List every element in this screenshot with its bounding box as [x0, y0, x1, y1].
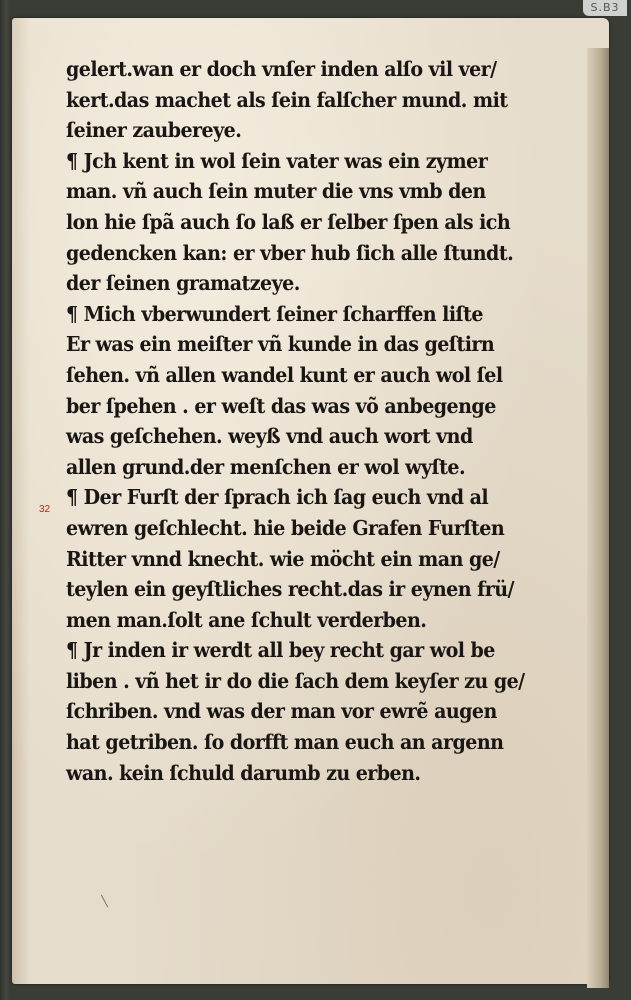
text-line: ¶ Jr inden ir werdt all bey recht gar wol be — [66, 638, 495, 663]
library-stamp: S.B3 — [583, 0, 627, 16]
text-line: men man.ſolt ane ſchult verderben. — [66, 607, 427, 632]
text-line: ¶ Jch kent in wol ſein vater was ein zymer — [66, 148, 488, 173]
text-line: allen grund.der menſchen er wol wyſte. — [66, 454, 466, 479]
text-line: ¶ Mich vberwundert ſeiner ſcharffen liſte — [66, 301, 483, 326]
text-line: ſeiner zaubereye. — [66, 118, 242, 143]
text-line: Er was ein meiſter vñ kunde in das geſtirn — [66, 332, 495, 357]
text-line: wan. kein ſchuld darumb zu erben. — [66, 760, 421, 785]
text-line: kert.das machet als ſein falſcher mund. mit — [66, 87, 508, 112]
text-line: der ſeinen gramatzeye. — [66, 271, 300, 296]
page-edge — [587, 48, 609, 988]
text-line: ber ſpehen . er weſt das was võ anbegenge — [66, 393, 496, 418]
text-line: lon hie ſpã auch ſo laß er ſelber ſpen als ich — [66, 209, 511, 234]
text-line: was geſchehen. weyß vnd auch wort vnd — [66, 424, 473, 449]
line-number-marker: 32 — [39, 504, 51, 515]
text-line: gelert.wan er doch vnſer inden alſo vil ver/ — [66, 57, 497, 81]
blackletter-text-block — [66, 54, 531, 788]
text-line: ſehen. vñ allen wandel kunt er auch wol ſel — [66, 362, 503, 387]
text-line: teylen ein geyſtliches recht.das ir eynen frü/ — [66, 577, 514, 602]
text-line: ſchriben. vnd was der man vor ewrẽ augen — [66, 699, 497, 724]
text-line: ¶ Der Furſt der ſprach ich ſag euch vnd al — [66, 485, 489, 510]
text-line: man. vñ auch ſein muter die vns vmb den — [66, 179, 486, 204]
text-line: gedencken kan: er vber hub ſich alle ſtundt. — [66, 240, 514, 265]
text-line: ewren geſchlecht. hie beide Grafen Furſten — [66, 515, 505, 540]
text-line: hat getriben. ſo dorfft man euch an argenn — [66, 730, 504, 755]
text-line: Ritter vnnd knecht. wie möcht ein man ge/ — [66, 546, 500, 571]
text-line: liben . vñ het ir do die ſach dem keyſer zu ge/ — [66, 668, 525, 693]
